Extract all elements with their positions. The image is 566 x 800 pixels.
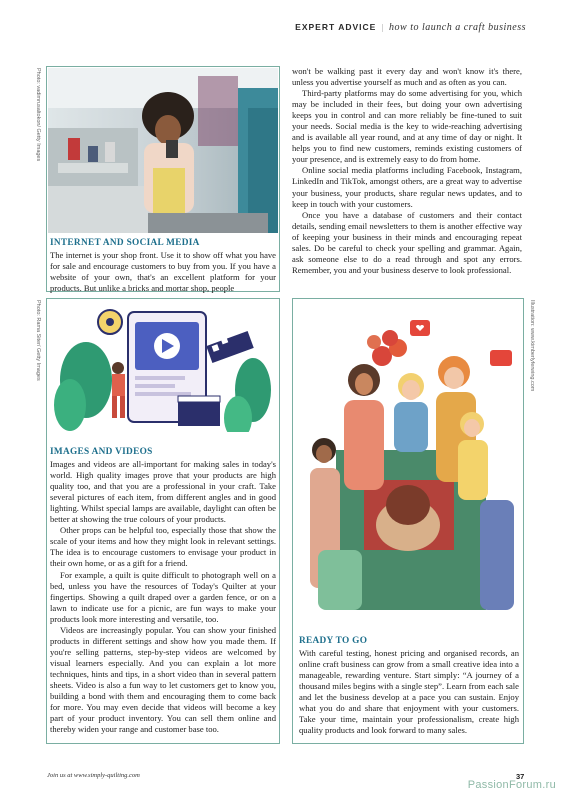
paragraph: For example, a quilt is quite difficult to photograph well on a bed, unless you have the resources of Today's Quilter at your fingertips. Showing a quilt draped over a garden fence, or on a lawn to indicate use for a picnic, are fun ways to make your products look more interesting and versatile, too. [50, 569, 276, 624]
ready-heading: READY TO GO [299, 636, 368, 646]
images-section-box [46, 298, 280, 744]
images-heading: IMAGES AND VIDEOS [50, 447, 153, 457]
internet-heading: INTERNET AND SOCIAL MEDIA [50, 238, 200, 248]
images-section-text [50, 447, 276, 735]
photo-credit-1: Photo: vadimrusaltokon/ Getty Images [35, 68, 41, 162]
paragraph: Online social media platforms including Facebook, Instagram, LinkedIn and TikTok, amongst others, are a great way to advertise your business, your products, share regular news updates, and to keep in touch with your customers. [292, 165, 522, 209]
sewing-studio-image [48, 68, 278, 233]
sewing-photo [48, 68, 278, 233]
ready-section-text [299, 636, 519, 736]
header-separator: | [381, 22, 385, 32]
paragraph: Other props can be helpful too, especially those that show the scale of your items and how they might look in relevant settings. The idea is to encourage customers to envisage your product in their own home, or as a gift for a friend. [50, 525, 276, 569]
illustration-credit: Illustration: www.kimberlyferwing.com [529, 300, 535, 392]
crafters-illustration [294, 300, 522, 628]
ready-section-box [292, 298, 524, 744]
top-right-column [292, 66, 522, 276]
running-header [295, 22, 526, 33]
paragraph: Once you have a database of customers and their contact details, sending email newsletters to them is another effective way of keeping your business in their minds and encouraging repeat sales. Do be careful to check your spelling and grammar. Again, ask someone else to do a read through and spot any errors. Remember, you and your business deserve to look professional. [292, 209, 522, 275]
page-number: 37 [516, 772, 525, 781]
paragraph: won't be walking past it every day and won't know it's there, unless you advertise yourself as much and as often as you can. [292, 66, 522, 88]
watermark: PassionForum.ru [467, 779, 556, 791]
paragraph: Videos are increasingly popular. You can show your finished products in different settings and show how you made them. If you're selling patterns, step-by-step videos are welcomed by visual learners especially. And you can explain a lot more techniques, hints and tips, in a short video than in several pattern sheets. Video is also a fun way to let customers get to know you, building a bond with them and encouraging them to come back for more. You may even decide that videos will become a key part of your product inventory. You can sell them online and thereby widen your range and customer base too. [50, 624, 276, 735]
crafters-community-image [294, 300, 522, 628]
article-topic: how to launch a craft business [389, 22, 526, 33]
footer-website: Join us at www.simply-quilting.com [47, 772, 140, 779]
video-illustration [48, 300, 278, 445]
section-kicker: EXPERT ADVICE [295, 22, 377, 32]
video-content-image [48, 300, 278, 445]
paragraph: Images and videos are all-important for making sales in today's world. High quality images prove that your products are high quality too, and that you are a professional in your craft. Take several pictures of each item, from different angles and in good lighting. Whilst special lamps are available, daylight can often be better at showing the true colours of your products. [50, 459, 276, 525]
photo-credit-2: Photo: Rama Siter/ Getty Images [35, 300, 41, 381]
internet-section-text [50, 238, 276, 294]
paragraph: Third-party platforms may do some advertising for you, which may be included in their fees, but doing your own advertising keeps you in control and can more reliably be fine-tuned to suit your needs. Social media is the key to wide-reaching advertising and is available all year round, and at any time of day or night. It helps you to find new customers, reminds existing customers of your presence, and is extremely easy to do from home. [292, 88, 522, 165]
paragraph: The internet is your shop front. Use it to show off what you have for sale and encourage customers to buy from you. If you have a website of your own, that's an excellent platform for your products. But unlike a bricks and mortar shop, people [50, 250, 276, 294]
internet-section-box [46, 66, 280, 292]
paragraph: With careful testing, honest pricing and organised records, an online craft business can grow from a small creative idea into a manageable, rewarding venture. Start simply: “A journey of a thousand miles begins with a single step”. Learn from each sale and let the business develop at a pace you can sustain. Enjoy what you do and share that enjoyment with your customers. Take your time, maintain your professionalism, create high quality products and look forward to many sales. [299, 648, 519, 736]
